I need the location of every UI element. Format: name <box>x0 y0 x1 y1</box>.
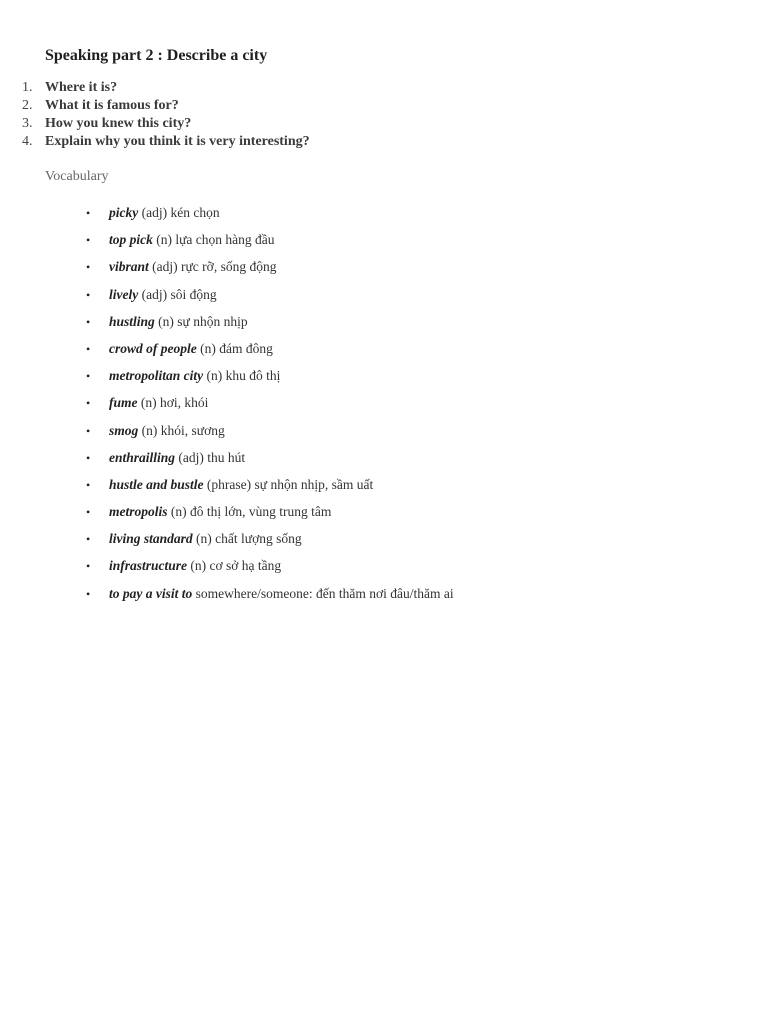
question-number: 2. <box>22 98 33 113</box>
vocabulary-entry <box>109 258 276 276</box>
bullet-icon: • <box>86 287 91 302</box>
bullet-icon: • <box>86 559 91 574</box>
question-number: 4. <box>22 134 33 149</box>
vocabulary-entry <box>109 286 217 304</box>
bullet-icon: • <box>86 233 91 248</box>
vocabulary-entry <box>109 394 208 412</box>
vocabulary-entry <box>109 422 225 440</box>
vocabulary-entry <box>109 313 248 331</box>
question-number: 1. <box>22 80 33 95</box>
question-text: Explain why you think it is very interesting? <box>45 134 310 149</box>
vocabulary-definition: (adj) thu hút <box>175 449 246 465</box>
bullet-icon: • <box>86 206 91 220</box>
vocabulary-definition: (n) hơi, khói <box>137 395 209 411</box>
vocabulary-entry <box>109 204 220 222</box>
vocabulary-term: smog <box>109 422 139 438</box>
vocabulary-term: hustling <box>109 313 155 329</box>
vocabulary-definition: (n) chất lượng sống <box>192 531 302 547</box>
vocabulary-entry <box>109 231 275 249</box>
bullet-icon: • <box>86 314 91 329</box>
vocabulary-definition: (adj) sôi động <box>138 286 217 302</box>
question-text: Where it is? <box>45 80 118 95</box>
bullet-icon: • <box>86 341 91 356</box>
vocabulary-entry <box>109 585 454 603</box>
vocabulary-entry <box>109 557 281 575</box>
bullet-icon: • <box>86 423 91 438</box>
vocabulary-definition: (n) đô thị lớn, vùng trung tâm <box>167 504 332 520</box>
vocabulary-term: fume <box>109 395 138 411</box>
vocabulary-term: crowd of people <box>109 340 197 356</box>
vocabulary-term: metropolis <box>109 504 168 520</box>
vocabulary-term: hustle and bustle <box>109 476 204 492</box>
vocabulary-entry <box>109 530 302 548</box>
bullet-icon: • <box>86 260 91 275</box>
vocabulary-definition: somewhere/someone: đến thăm nơi đâu/thăm ai <box>192 585 454 601</box>
bullet-icon: • <box>86 532 91 547</box>
vocabulary-term: lively <box>109 286 139 302</box>
vocabulary-definition: (adj) kén chọn <box>138 205 220 220</box>
vocabulary-definition: (n) sự nhộn nhịp <box>154 313 248 329</box>
bullet-icon: • <box>86 369 91 384</box>
vocabulary-term: vibrant <box>109 259 149 275</box>
bullet-icon: • <box>86 586 91 601</box>
vocabulary-term: to pay a visit to <box>109 585 193 601</box>
vocabulary-term: enthrailling <box>109 449 176 465</box>
question-text: What it is famous for? <box>45 98 179 113</box>
vocabulary-term: metropolitan city <box>109 368 204 384</box>
vocabulary-definition: (n) lựa chọn hàng đầu <box>152 232 275 248</box>
vocabulary-term: infrastructure <box>109 558 188 574</box>
page-title: Speaking part 2 : Describe a city <box>45 47 268 64</box>
bullet-icon: • <box>86 505 91 520</box>
vocabulary-entry <box>109 503 331 521</box>
question-text: How you knew this city? <box>45 116 192 131</box>
vocabulary-entry <box>109 340 273 358</box>
vocabulary-entry <box>109 449 245 467</box>
bullet-icon: • <box>86 396 91 411</box>
vocabulary-definition: (n) đám đông <box>196 340 273 356</box>
vocabulary-definition: (adj) rực rỡ, sống động <box>148 259 277 275</box>
vocabulary-entry <box>109 367 280 385</box>
vocabulary-term: picky <box>109 205 139 220</box>
bullet-icon: • <box>86 450 91 465</box>
vocabulary-definition: (phrase) sự nhộn nhịp, sầm uất <box>203 476 374 492</box>
vocabulary-definition: (n) cơ sở hạ tầng <box>187 558 282 574</box>
vocabulary-term: top pick <box>109 232 153 248</box>
vocabulary-definition: (n) khói, sương <box>138 422 225 438</box>
vocabulary-entry <box>109 476 373 494</box>
question-number: 3. <box>22 116 33 131</box>
bullet-icon: • <box>86 477 91 492</box>
vocabulary-heading: Vocabulary <box>45 169 109 184</box>
vocabulary-term: living standard <box>109 531 193 547</box>
vocabulary-definition: (n) khu đô thị <box>203 368 281 384</box>
